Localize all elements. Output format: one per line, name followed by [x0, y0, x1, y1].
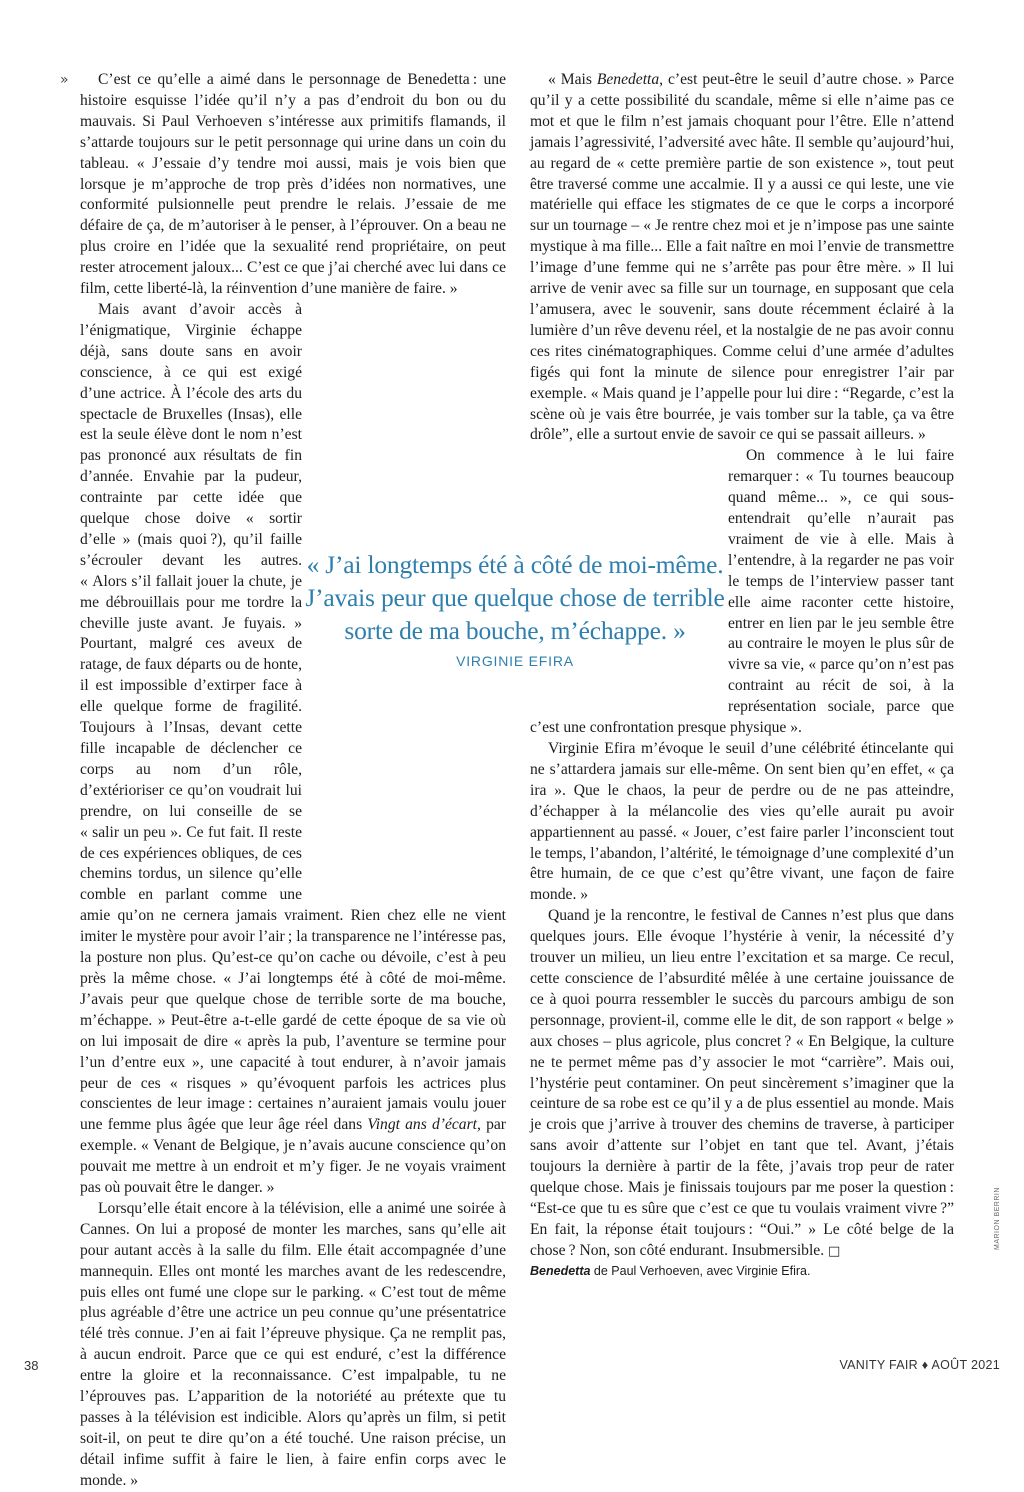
paragraph: Lorsqu’elle était encore à la télévision, elle a animé une soirée à Cannes. On lui a proposé de monter les marches, sans qu’elle ait pour autant accès à la salle du film. Elle était accompagnée d’une mannequin. Elles ont monté les marches avant de les redescendre, puis elles ont fumé une clope sur le parking. « C’est tout de même plus agréable d’être une actrice un peu connue qu’une présentatrice télé très connue. J’en ai fait l’épreuve physique. Ça ne remplit pas, à aucun endroit. Parce que ce qui est enduré, c’est la différence entre la gloire et la reconnaissance. C’est impalpable, tu ne l’éprouves pas. L’apparition de la notoriété au prétexte que tu passes à la télévision est indicible. Alors qu’après un film, si petit soit-il, on peut te dire qu’on a été touché. Une raison précise, un détail infime suffit à faire le lien, à faire enfin corps avec le monde. » — [80, 1199, 506, 1489]
pull-quote-spacer — [302, 674, 506, 886]
paragraph: Quand je la rencontre, le festival de Cannes n’est plus que dans quelques jours. Elle évoque l’hystérie à venir, la nécessité d’y trouver un milieu, un lieu entre l’excitation et sa marge. Ce recul, cette conscience de l’absurdité mêlée à une certaine jouissance de ce à quoi pourra ressembler le succès du parcours ambigu de son personnage, provient-il, comme elle le dit, de son rapport « belge » aux choses – plus agricole, plus concret ? « En Belgique, la culture ne te permet même pas d’y associer le mot “carrière”. Mais oui, l’hystérie peut contaminer. On peut sincèrement s’imaginer que la ceinture de sa robe est ce qu’il y a de plus essentiel au monde. Mais je crois que j’arrive à trouver des chemins de traverse, à participer sans avoir d’attente sur l’objet en tant que tel. Avant, j’étais toujours la dernière à partir de la fête, j’avais trop peur de rater quelque chose. Mais je finissais toujours par me poser la question : “Est-ce que tu es sûre que c’est ce que tu voulais vraiment vivre ?” En fait, la réponse était toujours : “Oui.” » Le côté belge de la chose ? Non, son côté endurant. Insubmersible. □ — [530, 907, 954, 1259]
pull-quote — [300, 548, 730, 669]
film-title: Benedetta, — [596, 71, 664, 88]
paragraph: Virginie Efira m’évoque le seuil d’une célébrité étincelante qui ne s’attardera jamais sur elle-même. On sent bien qu’en effet, « ça ira ». Que le chaos, la peur de perdre ou de ne pas atteindre, d’échapper à la mélancolie des vies qu’elle aurait pu avoir appartiennent au passé. « Jouer, c’est faire parler l’inconscient tout le temps, l’abandon, l’altérité, le témoignage d’une complexité d’un être humain, de ce que c’est qu’être vivant, une façon de faire monde. » — [530, 740, 954, 904]
photo-credit: MARION BERRIN — [994, 1187, 1001, 1250]
film-title: Vingt ans d’écart, — [367, 1116, 481, 1134]
magazine-footer: VANITY FAIR ♦ AOÛT 2021 — [839, 1358, 1000, 1372]
paragraph: Mais avant d’avoir accès à l’énigmatique, Virginie échappe déjà, sans doute sans en avoir conscience, à ce qui est exigé d’une actrice. À l’école des arts du spectacle de Bruxelles (Insas), elle est la seule élève dont le nom n’est pas prononcé aux résultats de fin d’année. Envahie par la pudeur, contrainte par cette idée que quelque chose doive « sortir d’elle » (mais quoi ?), qu’il faille s’écrouler devant les autres. « Alors s’il fallait jouer la chute, je me débrouillais pour me tordre la cheville juste avant. Je fuyais. » Pourtant, malgré ces aveux de ratage, de faux départs ou de honte, il est impossible d’extirper face à elle quelque forme de fragilité. Toujours à l’Insas, devant cette fille incapable de déclencher ce corps au nom d’un rôle, d’extérioriser ce qu’on voudrait lui prendre, on lui conseille de se « salir un peu ». Ce fut fait. Il reste de ces expériences obliques, de ces chemins tordus, un silence qu’elle comble en parlant comme une amie qu’on ne cernera jamais vraiment. Rien chez elle ne vient imiter le mystère pour avoir l’air ; la transparence ne l’intéresse pas, la posture non plus. Qu’est-ce qu’on cache ou dévoile, c’est à peu près la même chose. « J’ai longtemps été à côté de moi-même. J’avais peur que quelque chose de terrible sorte de ma bouche, m’échappe. » Peut-être a-t-elle gardé de cette époque de sa vie où on lui imposait de dire « après la pub, l’aventure se termine pour l’un d’entre eux », une capacité à tout endurer, à n’avoir jamais peur de ces « risques » qu’évoquent parfois les actrices plus conscientes de leur image : certaines n’auraient jamais voulu jouer une femme plus âgée que leur âge réel dans Vingt ans d’écart, par exemple. « Venant de Belgique, je n’avais aucune conscience qu’on pouvait me mettre à un endroit et m’y figer. Je ne voyais vraiment pas où pouvait être le danger. » — [80, 300, 506, 1197]
pull-quote-attribution: VIRGINIE EFIRA — [456, 653, 574, 669]
pull-quote-text: « J’ai longtemps été à côté de moi-même. J’avais peur que quelque chose de terrible sorte de ma bouche, m’échappe. » — [305, 550, 725, 645]
paragraph: On commence à le lui faire remarquer : « Tu tournes beaucoup quand même... », ce qui sous-entendrait qu’elle n’aurait pas vraiment de vie à elle. Mais à l’entendre, à la regarder ne pas voir le temps de l’interview passer tant elle aime raconter cette histoire, entrer en lien par le jeu semble être au contraire le moyen le plus sûr de vivre sa vie, « parce qu’on n’est pas contraint au récit de soi, à la représentation sociale, parce que c’est une confrontation presque physique ». — [530, 447, 954, 737]
page-number: 38 — [24, 1358, 39, 1373]
article-column-right — [530, 70, 954, 1279]
paragraph: « Mais Benedetta, c’est peut-être le seuil d’autre chose. » Parce qu’il y a cette possibilité du scandale, même si elle n’aime pas ce mot et que le film n’est jamais choquant pour l’être. Elle n’attend jamais l’agressivité, l’adversité avec hâte. Il semble qu’aujourd’hui, au regard de « cette première partie de son existence », tout peut être traversé comme une accalmie. Il y a aussi ce qui leste, une vie matérielle qui efface les stigmates de ce que le corps a incorporé sur un tournage – « Je rentre chez moi et je n’impose pas une sainte mystique à ma fille... Elle a fait naître en moi l’envie de transmettre l’image d’une femme qui ne s’arrête pas pour être mère. » Il lui arrive de venir avec sa fille sur un tournage, en supposant que cela l’amusera, avec le souvenir, sans doute récemment éclairé à la lumière d’un rêve devenu réel, et la nostalgie de ne pas avoir connu ces rites cinématographiques. Comme celui d’une armée d’adultes figés qui font la minute de silence pour enregistrer l’air par exemple. « Mais quand je l’appelle pour lui dire : “Regarde, c’est la scène où je vais être bourrée, je vais tomber sur la table, ça va être drôle”, elle a surtout envie de savoir ce qui se passait ailleurs. » — [530, 71, 954, 444]
continuation-arrow-icon: » — [60, 72, 69, 88]
photo-caption: Benedetta de Paul Verhoeven, avec Virginie Efira. — [530, 1263, 811, 1278]
article-column-left — [80, 70, 506, 1492]
end-square-icon: □ — [828, 1243, 841, 1259]
paragraph: C’est ce qu’elle a aimé dans le personnage de Benedetta : une histoire esquisse l’idée qu’il n’y a pas d’endroit du bon ou du mauvais. Si Paul Verhoeven s’intéresse aux primitifs flamands, il s’attarde toujours sur le petit personnage qui urine dans un coin du tableau. « J’essaie d’y tendre moi aussi, mais je vois bien que lorsque je m’approche de trop près d’idées non normatives, une conformité pulsionnelle peut prendre le relais. J’essaie de me défaire de ça, de m’autoriser à le penser, à l’éprouver. On a beau ne plus croire en l’idée que la sexualité rend propriétaire, on peut rester atrocement jaloux... C’est ce que j’ai cherché avec lui dans ce film, cette liberté-là, la réinvention d’une manière de faire. » — [80, 71, 506, 298]
caption-film-title: Benedetta — [530, 1263, 591, 1278]
